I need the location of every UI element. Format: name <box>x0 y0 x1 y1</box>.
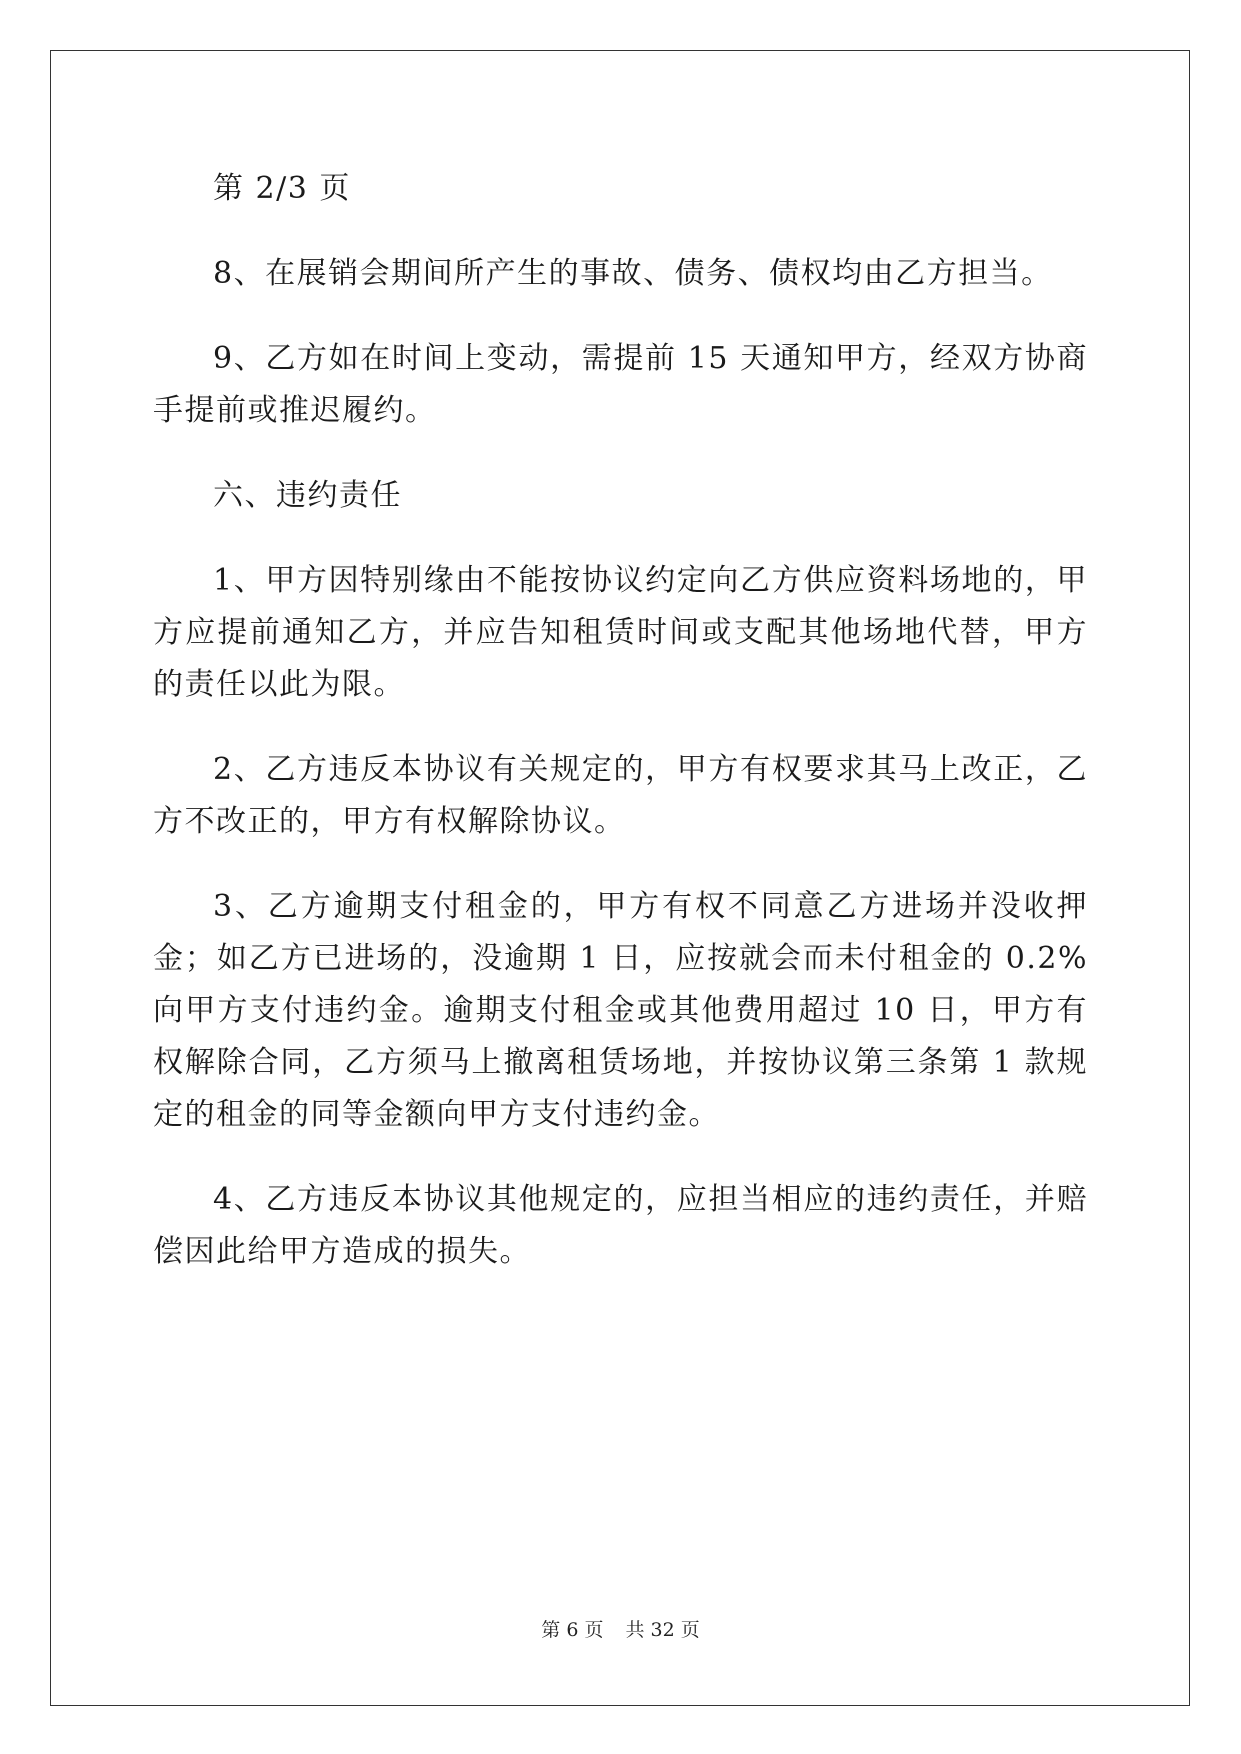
document-body <box>153 163 1088 1311</box>
breach-clause-2-paragraph: 2、乙方违反本协议有关规定的，甲方有权要求其马上改正，乙方不改正的，甲方有权解除协议。 <box>153 752 1088 839</box>
section-heading-breach-liability: 六、违约责任 <box>213 478 402 513</box>
footer-page-number: 第 6 页 <box>541 1619 604 1641</box>
clause-9-paragraph: 9、乙方如在时间上变动，需提前 15 天通知甲方，经双方协商手提前或推迟履约。 <box>153 341 1088 428</box>
breach-clause-4-paragraph: 4、乙方违反本协议其他规定的，应担当相应的违约责任，并赔偿因此给甲方造成的损失。 <box>153 1182 1088 1269</box>
footer-total-pages: 共 32 页 <box>625 1619 700 1641</box>
breach-clause-3-paragraph: 3、乙方逾期支付租金的，甲方有权不同意乙方进场并没收押金；如乙方已进场的，没逾期 1 日，应按就会而未付租金的 0.2%向甲方支付违约金。逾期支付租金或其他费用超过 10 日，甲方有权解除合同，乙方须马上撤离租赁场地，并按协议第三条第 1 款规定的租金的同等金额向甲方支付违约金。 <box>153 889 1088 1132</box>
page-marker-paragraph: 第 2/3 页 <box>213 171 351 206</box>
breach-clause-1-paragraph: 1、甲方因特别缘由不能按协议约定向乙方供应资料场地的，甲方应提前通知乙方，并应告知租赁时间或支配其他场地代替，甲方的责任以此为限。 <box>153 563 1088 702</box>
page-footer <box>0 1615 1241 1642</box>
clause-8-paragraph: 8、在展销会期间所产生的事故、债务、债权均由乙方担当。 <box>213 256 1053 291</box>
